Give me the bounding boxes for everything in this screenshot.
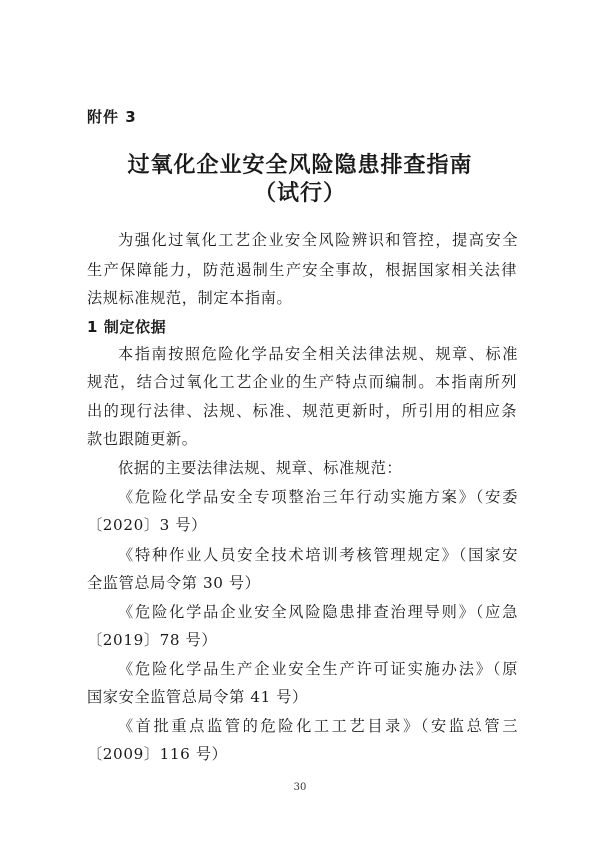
document-subtitle: （试行） bbox=[253, 181, 346, 206]
intro-line: 法规标准规范，制定本指南。 bbox=[87, 289, 293, 307]
intro-line: 生产保障能力，防范遏制生产安全事故，根据国家相关法律 bbox=[87, 261, 517, 279]
section-heading: 1 制定依据 bbox=[87, 318, 167, 336]
reference-line: 〔2020〕3 号） bbox=[87, 516, 207, 534]
reference-line: 全监管总局令第 30 号） bbox=[87, 574, 261, 592]
reference-line: 〔2019〕78 号） bbox=[87, 631, 218, 649]
reference-line: 国家安全监管总局令第 41 号） bbox=[87, 688, 308, 706]
reference-line: 〔2009〕116 号） bbox=[87, 745, 228, 763]
page-number: 30 bbox=[293, 782, 307, 793]
body-line: 款也跟随更新。 bbox=[87, 430, 198, 448]
body-line: 本指南按照危险化学品安全相关法律法规、规章、标准 bbox=[118, 345, 518, 363]
reference-line: 《危险化学品安全专项整治三年行动实施方案》（安委 bbox=[118, 488, 518, 506]
reference-line: 《特种作业人员安全技术培训考核管理规定》（国家安 bbox=[118, 546, 518, 564]
body-line: 规范，结合过氧化工艺企业的生产特点而编制。本指南所列 bbox=[87, 373, 517, 391]
document-title: 过氧化企业安全风险隐患排查指南 bbox=[127, 153, 473, 178]
intro-line: 为强化过氧化工艺企业安全风险辨识和管控，提高安全 bbox=[118, 231, 518, 249]
attachment-label: 附件 3 bbox=[87, 108, 137, 126]
reference-line: 《首批重点监管的危险化工工艺目录》（安监总管三 bbox=[118, 717, 518, 735]
reference-line: 《危险化学品企业安全风险隐患排查治理导则》（应急 bbox=[118, 603, 518, 621]
body-line: 依据的主要法律法规、规章、标准规范： bbox=[118, 459, 403, 477]
reference-line: 《危险化学品生产企业安全生产许可证实施办法》（原 bbox=[118, 660, 518, 678]
body-line: 出的现行法律、法规、标准、规范更新时，所引用的相应条 bbox=[87, 402, 517, 420]
